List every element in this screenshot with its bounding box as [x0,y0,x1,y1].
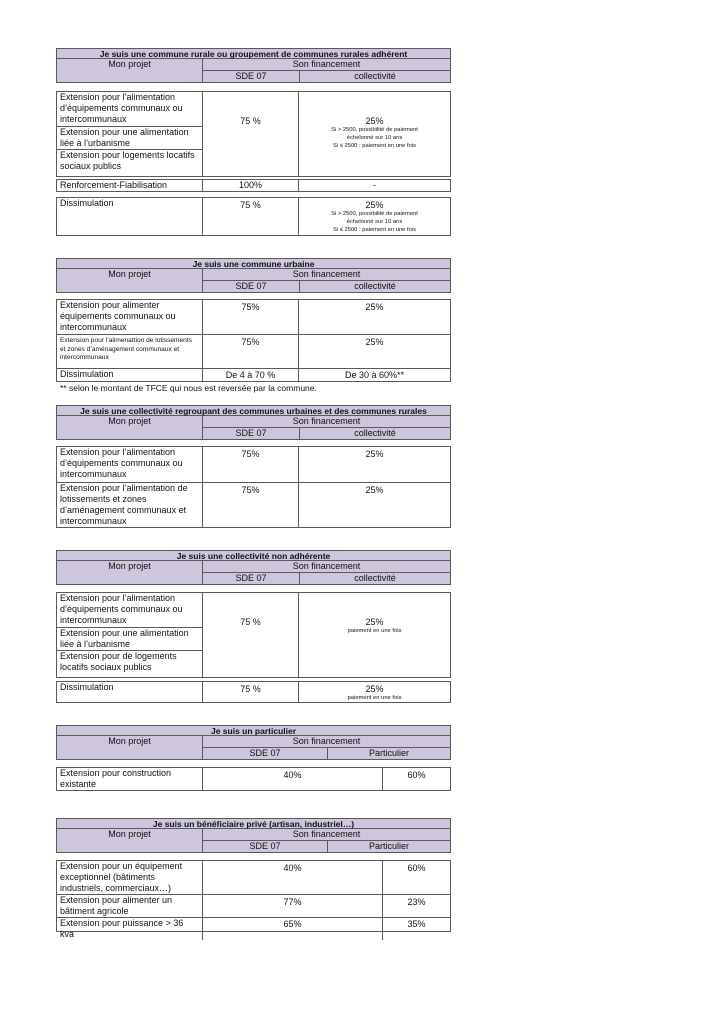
son-financement-header: Son financement [203,59,450,71]
dissimulation-table [56,197,451,236]
non-adherente-dissimulation-table [56,681,451,703]
row-label: Extension pour l’alimentation de lotissements et zones d’aménagement communaux et intercommunaux [60,483,188,526]
collectivite-value: - [373,180,376,190]
sde-value: 100% [203,180,299,191]
row-label: Extension pour de logements locatifs sociaux publics [57,650,202,673]
particulier-value: 60% [407,770,426,780]
header-row [56,269,451,293]
prive-table [56,860,451,939]
sde-value: 75% [203,300,299,334]
row-label: Extension pour une alimentation liée à l’urbanisme [57,126,202,149]
son-financement-header: Son financement [203,269,450,281]
row-label: Extension pour une alimentation liée à l’urbanisme [57,627,202,650]
sde-value: 65% [203,918,383,940]
section-title: Je suis une commune urbaine [56,258,451,269]
payment-note: paiement en une fois [347,628,402,634]
sde-header: SDE 07 [203,573,300,584]
payment-note: Si > 2500, possibilité de paiement échelonné sur 10 ans [331,211,418,225]
collectivite-header: collectivité [300,428,450,439]
row-label: Extension pour alimenter équipements communaux ou intercommunaux [60,300,176,332]
particulier-value: 23% [407,897,426,907]
particulier-value: 60% [407,863,426,873]
row-label: Extension pour l’alimentation d’équipements communaux ou intercommunaux [60,447,183,479]
section-title: Je suis une collectivité regroupant des communes urbaines et des communes rurales [56,405,451,416]
payment-note: Si ≤ 2500 : paiement en une fois [332,227,417,233]
collectivite-value: 25% [365,337,384,348]
son-financement-header: Son financement [203,416,450,428]
particulier-header: Particulier [328,748,450,759]
row-label: Extension pour construction existante [60,768,172,789]
son-financement-header: Son financement [203,829,450,841]
sde-value: 77% [203,895,383,917]
row-label: Dissimulation [60,198,114,208]
mon-projet-header: Mon projet [57,59,203,82]
particulier-value: 35% [407,919,426,929]
renforcement-table [56,179,451,192]
sde-value: 75 % [203,682,299,702]
sde-value: 75 % [203,593,299,677]
mon-projet-header: Mon projet [57,561,203,584]
sde-value: 75 % [203,92,299,176]
row-label: Extension pour l’alimenattion de lotissements et zones d’aménagement communaux et intercommunaux [60,337,192,362]
section-collectivite-mixte [56,405,451,440]
sde-value: 40% [203,861,383,894]
son-financement-header: Son financement [203,736,450,748]
row-label: Extension pour l’alimentation d’équipements communaux ou intercommunaux [60,593,183,625]
mon-projet-header: Mon projet [57,829,203,852]
payment-note: Si > 2500, possibilité de paiement échelonné sur 10 ans [331,127,418,141]
header-row [56,59,451,83]
sde-value: 40% [203,768,383,790]
section-title: Je suis une collectivité non adhérente [56,550,451,561]
son-financement-header: Son financement [203,561,450,573]
sde-value: 75% [203,447,299,482]
section-title: Je suis un particulier [56,725,451,736]
sde-value: 75 % [203,198,299,235]
collectivite-value: 25% [365,449,384,459]
collectivite-value: 25% [365,116,384,126]
collectivite-header: collectivité [300,281,450,292]
footnote: ** selon le montant de TFCE qui nous est reversée par la commune. [60,383,317,393]
payment-note: paiement en une fois [347,695,402,701]
header-row [56,416,451,440]
mon-projet-header: Mon projet [57,416,203,439]
collectivite-value: 25% [365,485,384,495]
row-label: Renforcement-Fiabilisation [60,180,168,190]
collectivite-value: 25% [365,617,384,627]
extension-table [56,91,451,177]
particulier-table [56,767,451,791]
collectivite-value: 25% [365,200,384,210]
row-label: Extension pour logements locatifs sociaux publics [57,149,202,172]
mixte-table [56,446,451,528]
collectivite-header: collectivité [300,573,450,584]
urbaine-table [56,299,451,382]
row-label: Extension pour l’alimentation d’équipements communaux ou intercommunaux [60,92,183,124]
row-label: Extension pour alimenter un bâtiment agricole [60,895,173,916]
header-row [56,736,451,760]
header-row [56,561,451,585]
row-label: Dissimulation [60,682,114,692]
section-beneficiaire-prive [56,818,451,853]
sde-header: SDE 07 [203,281,300,292]
sde-header: SDE 07 [203,71,300,82]
section-non-adherente [56,550,451,585]
sde-value: De 4 à 70 % [203,369,299,381]
row-label: Extension pour puissance > 36 kva [60,918,184,939]
mon-projet-header: Mon projet [57,269,203,292]
collectivite-header: collectivité [300,71,450,82]
non-adherente-extension-table [56,592,451,678]
collectivite-value: De 30 à 60%** [344,370,405,380]
sde-header: SDE 07 [203,841,328,852]
sde-header: SDE 07 [203,748,328,759]
header-row [56,829,451,853]
mon-projet-header: Mon projet [57,736,203,759]
payment-note: Si ≤ 2500 : paiement en une fois [332,143,417,149]
collectivite-value: 25% [365,302,384,312]
collectivite-value: 25% [365,684,384,694]
row-label: Extension pour un équipement exceptionnel (bâtiments industriels, commerciaux…) [60,861,183,893]
row-label: Dissimulation [60,369,114,379]
section-particulier [56,725,451,760]
section-commune-urbaine [56,258,451,293]
section-commune-rurale [56,48,451,83]
section-title: Je suis une commune rurale ou groupement de communes rurales adhérent [56,48,451,59]
sde-header: SDE 07 [203,428,300,439]
particulier-header: Particulier [328,841,450,852]
sde-value: 75% [203,483,299,527]
section-title: Je suis un bénéficiaire privé (artisan, industriel…) [56,818,451,829]
sde-value: 75% [203,335,299,368]
